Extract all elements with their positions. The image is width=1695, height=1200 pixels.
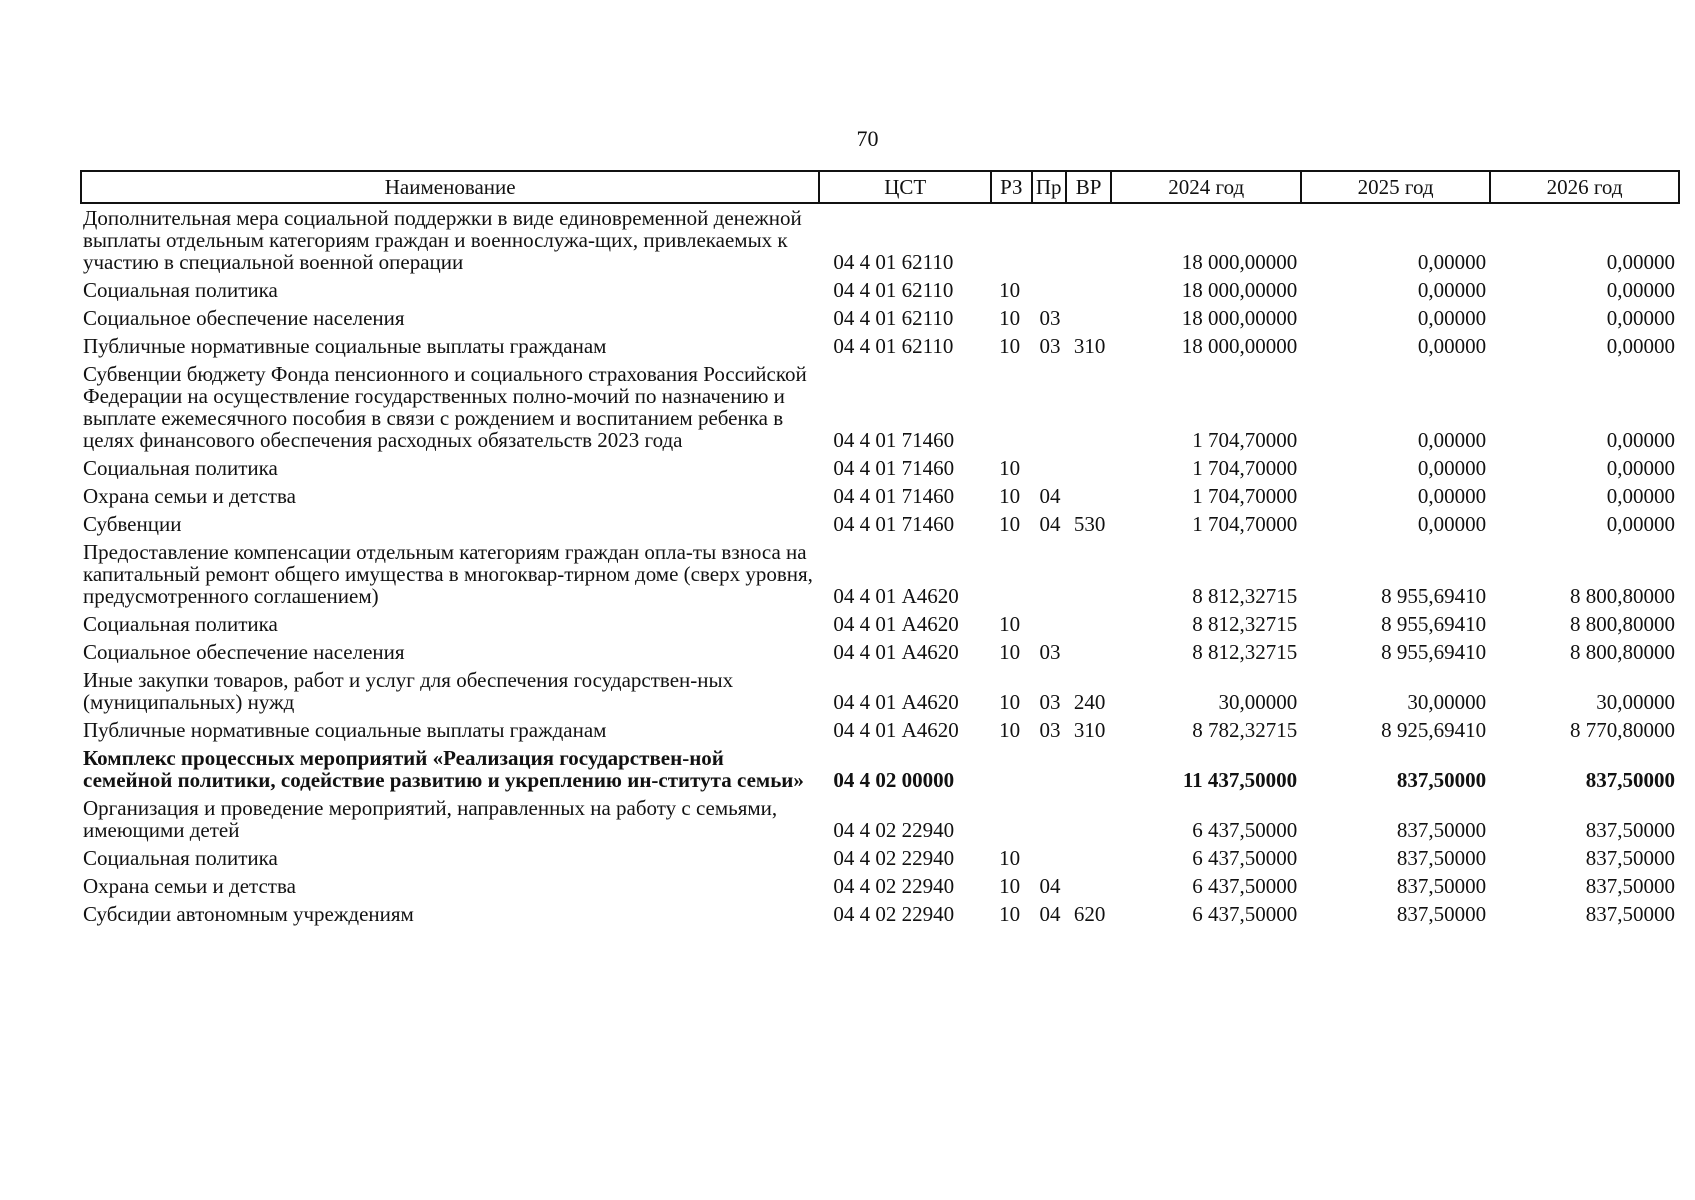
cell-name: Охрана семьи и детства [83, 484, 296, 508]
cell-2026: 8 800,80000 [1570, 584, 1675, 608]
cell-rz: 10 [999, 512, 1021, 536]
table-row [81, 304, 1679, 332]
cell-2025: 0,00000 [1417, 512, 1487, 536]
cell-name: Социальное обеспечение населения [83, 306, 405, 330]
cell-cst: 04 4 02 22940 [833, 902, 955, 926]
cell-2026: 0,00000 [1606, 512, 1675, 536]
cell-rz [991, 538, 1031, 610]
header-2024: 2024 год [1111, 171, 1301, 203]
cell-2024: 18 000,00000 [1181, 334, 1298, 358]
cell-2024: 6 437,50000 [1192, 846, 1298, 870]
cell-2025: 8 925,69410 [1381, 718, 1487, 742]
table-row [81, 844, 1679, 872]
cell-2024: 8 782,32715 [1192, 718, 1298, 742]
cell-2024: 18 000,00000 [1181, 306, 1298, 330]
cell-pr [1032, 203, 1066, 276]
cell-name: Субсидии автономным учреждениям [83, 902, 414, 926]
cell-cst: 04 4 01 71460 [833, 512, 955, 536]
cell-2025: 30,00000 [1407, 690, 1487, 714]
table-row [81, 276, 1679, 304]
header-cst: ЦСТ [819, 171, 991, 203]
cell-pr: 04 [1039, 484, 1061, 508]
cell-2026: 837,50000 [1585, 818, 1675, 842]
cell-2025: 8 955,69410 [1381, 612, 1487, 636]
cell-vr [1066, 610, 1111, 638]
cell-cst: 04 4 01 62110 [833, 306, 954, 330]
cell-2026: 0,00000 [1606, 278, 1675, 302]
cell-vr [1066, 872, 1111, 900]
cell-rz: 10 [999, 690, 1021, 714]
cell-vr [1066, 482, 1111, 510]
cell-cst: 04 4 01 А4620 [833, 584, 959, 608]
cell-rz: 10 [999, 640, 1021, 664]
cell-name: Социальная политика [83, 612, 278, 636]
cell-rz: 10 [999, 612, 1021, 636]
cell-pr [1032, 360, 1066, 454]
cell-2025: 837,50000 [1396, 768, 1487, 792]
cell-2024: 1 704,70000 [1192, 484, 1298, 508]
cell-rz [991, 360, 1031, 454]
cell-name: Субвенции бюджету Фонда пенсионного и социального страхования Российской Федерации на осуществление государственных полно-мочий по назначению и выплате ежемесячного пособия в связи с рождением и воспитанием ребенка в целях финансового обеспечения расходных обязательств 2023 года [83, 362, 807, 452]
cell-2026: 837,50000 [1585, 902, 1675, 926]
cell-2024: 8 812,32715 [1192, 612, 1298, 636]
cell-2024: 1 704,70000 [1192, 428, 1298, 452]
cell-vr [1066, 538, 1111, 610]
cell-2026: 0,00000 [1606, 306, 1675, 330]
cell-2026: 0,00000 [1606, 456, 1675, 480]
cell-vr: 530 [1073, 512, 1106, 536]
cell-rz: 10 [999, 484, 1021, 508]
cell-2026: 0,00000 [1606, 334, 1675, 358]
table-row [81, 638, 1679, 666]
table-row [81, 872, 1679, 900]
cell-2026: 0,00000 [1606, 484, 1675, 508]
cell-pr [1032, 276, 1066, 304]
table-row [81, 900, 1679, 928]
cell-2025: 8 955,69410 [1381, 640, 1487, 664]
cell-2024: 1 704,70000 [1192, 456, 1298, 480]
cell-name: Социальная политика [83, 456, 278, 480]
cell-name: Субвенции [83, 512, 182, 536]
cell-cst: 04 4 01 А4620 [833, 612, 959, 636]
cell-pr: 03 [1039, 306, 1061, 330]
cell-vr [1066, 304, 1111, 332]
cell-vr: 620 [1073, 902, 1106, 926]
cell-2026: 8 770,80000 [1570, 718, 1675, 742]
cell-rz: 10 [999, 456, 1021, 480]
cell-name: Предоставление компенсации отдельным категориям граждан опла-ты взноса на капитальный ремонт общего имущества в многоквар-тирном доме (сверх уровня, предусмотренного соглашением) [83, 540, 813, 608]
cell-name: Организация и проведение мероприятий, направленных на работу с семьями, имеющими детей [83, 796, 778, 842]
cell-cst: 04 4 01 А4620 [833, 640, 959, 664]
table-row [81, 794, 1679, 844]
cell-2024: 30,00000 [1218, 690, 1298, 714]
header-2026: 2026 год [1490, 171, 1679, 203]
cell-2024: 1 704,70000 [1192, 512, 1298, 536]
header-rz: РЗ [991, 171, 1031, 203]
cell-name: Охрана семьи и детства [83, 874, 296, 898]
cell-2024: 6 437,50000 [1192, 902, 1298, 926]
cell-2025: 837,50000 [1396, 902, 1487, 926]
cell-2026: 837,50000 [1585, 874, 1675, 898]
cell-pr: 04 [1039, 874, 1061, 898]
cell-rz: 10 [999, 902, 1021, 926]
cell-2025: 0,00000 [1417, 278, 1487, 302]
cell-cst: 04 4 01 62110 [833, 278, 954, 302]
cell-rz [991, 203, 1031, 276]
cell-2026: 837,50000 [1585, 768, 1675, 792]
cell-pr [1032, 454, 1066, 482]
cell-rz: 10 [999, 306, 1021, 330]
cell-rz [991, 744, 1031, 794]
cell-2025: 0,00000 [1417, 428, 1487, 452]
table-row [81, 666, 1679, 716]
table-row [81, 332, 1679, 360]
cell-cst: 04 4 02 00000 [833, 768, 955, 792]
cell-rz [991, 794, 1031, 844]
cell-2026: 0,00000 [1606, 428, 1675, 452]
cell-2024: 18 000,00000 [1181, 278, 1298, 302]
cell-2025: 0,00000 [1417, 306, 1487, 330]
table-row [81, 454, 1679, 482]
cell-vr [1066, 203, 1111, 276]
table-row [81, 538, 1679, 610]
cell-name: Социальное обеспечение населения [83, 640, 405, 664]
cell-name: Дополнительная мера социальной поддержки в виде единовременной денежной выплаты отдельным категориям граждан и военнослужа-щих, привлекаемых к участию в специальной военной операции [83, 206, 802, 274]
cell-2025: 837,50000 [1396, 818, 1487, 842]
cell-vr: 240 [1073, 690, 1106, 714]
table-row [81, 203, 1679, 276]
cell-cst: 04 4 01 А4620 [833, 690, 959, 714]
cell-pr [1032, 538, 1066, 610]
table-row [81, 482, 1679, 510]
table-row [81, 716, 1679, 744]
cell-2026: 0,00000 [1606, 250, 1675, 274]
cell-vr [1066, 638, 1111, 666]
cell-rz: 10 [999, 846, 1021, 870]
cell-2024: 18 000,00000 [1181, 250, 1298, 274]
cell-cst: 04 4 01 71460 [833, 428, 955, 452]
cell-pr [1032, 744, 1066, 794]
cell-cst: 04 4 02 22940 [833, 874, 955, 898]
cell-2026: 8 800,80000 [1570, 640, 1675, 664]
cell-2025: 0,00000 [1417, 484, 1487, 508]
header-pr: Пр [1032, 171, 1066, 203]
cell-vr: 310 [1073, 718, 1106, 742]
cell-name: Иные закупки товаров, работ и услуг для обеспечения государствен-ных (муниципальных) нужд [83, 668, 734, 714]
cell-2025: 0,00000 [1417, 334, 1487, 358]
cell-pr [1032, 794, 1066, 844]
cell-cst: 04 4 01 62110 [833, 250, 954, 274]
cell-2025: 837,50000 [1396, 846, 1487, 870]
cell-vr [1066, 276, 1111, 304]
cell-pr [1032, 610, 1066, 638]
cell-cst: 04 4 02 22940 [833, 818, 955, 842]
cell-pr: 03 [1039, 334, 1061, 358]
cell-cst: 04 4 02 22940 [833, 846, 955, 870]
cell-name: Социальная политика [83, 846, 278, 870]
cell-pr: 03 [1039, 718, 1061, 742]
cell-pr [1032, 844, 1066, 872]
cell-vr: 310 [1073, 334, 1106, 358]
header-vr: ВР [1066, 171, 1111, 203]
table-row [81, 510, 1679, 538]
table-body [81, 203, 1679, 928]
cell-name: Публичные нормативные социальные выплаты гражданам [83, 334, 607, 358]
table-header [81, 171, 1679, 203]
cell-2024: 6 437,50000 [1192, 874, 1298, 898]
cell-vr [1066, 794, 1111, 844]
cell-rz: 10 [999, 874, 1021, 898]
cell-vr [1066, 360, 1111, 454]
cell-2024: 11 437,50000 [1182, 768, 1298, 792]
cell-vr [1066, 744, 1111, 794]
cell-2025: 837,50000 [1396, 874, 1487, 898]
cell-rz: 10 [999, 278, 1021, 302]
cell-2024: 8 812,32715 [1192, 584, 1298, 608]
cell-cst: 04 4 01 71460 [833, 484, 955, 508]
cell-pr: 04 [1039, 902, 1061, 926]
cell-cst: 04 4 01 71460 [833, 456, 955, 480]
cell-rz: 10 [999, 334, 1021, 358]
cell-pr: 03 [1039, 690, 1061, 714]
cell-2024: 8 812,32715 [1192, 640, 1298, 664]
header-name: Наименование [81, 171, 819, 203]
cell-name: Публичные нормативные социальные выплаты гражданам [83, 718, 607, 742]
cell-name: Социальная политика [83, 278, 278, 302]
cell-vr [1066, 454, 1111, 482]
cell-2025: 0,00000 [1417, 456, 1487, 480]
cell-pr: 03 [1039, 640, 1061, 664]
table-row [81, 744, 1679, 794]
cell-2026: 8 800,80000 [1570, 612, 1675, 636]
table-row [81, 610, 1679, 638]
table-row [81, 360, 1679, 454]
cell-2025: 0,00000 [1417, 250, 1487, 274]
cell-2024: 6 437,50000 [1192, 818, 1298, 842]
cell-2026: 837,50000 [1585, 846, 1675, 870]
header-2025: 2025 год [1301, 171, 1490, 203]
cell-cst: 04 4 01 62110 [833, 334, 954, 358]
budget-table [80, 170, 1680, 928]
cell-pr: 04 [1039, 512, 1061, 536]
cell-name: Комплекс процессных мероприятий «Реализация государствен-ной семейной политики, содействие развитию и укреплению ин-ститута семьи» [83, 746, 804, 792]
cell-rz: 10 [999, 718, 1021, 742]
cell-2025: 8 955,69410 [1381, 584, 1487, 608]
cell-vr [1066, 844, 1111, 872]
cell-cst: 04 4 01 А4620 [833, 718, 959, 742]
page-number: 70 [856, 126, 879, 151]
cell-2026: 30,00000 [1596, 690, 1675, 714]
